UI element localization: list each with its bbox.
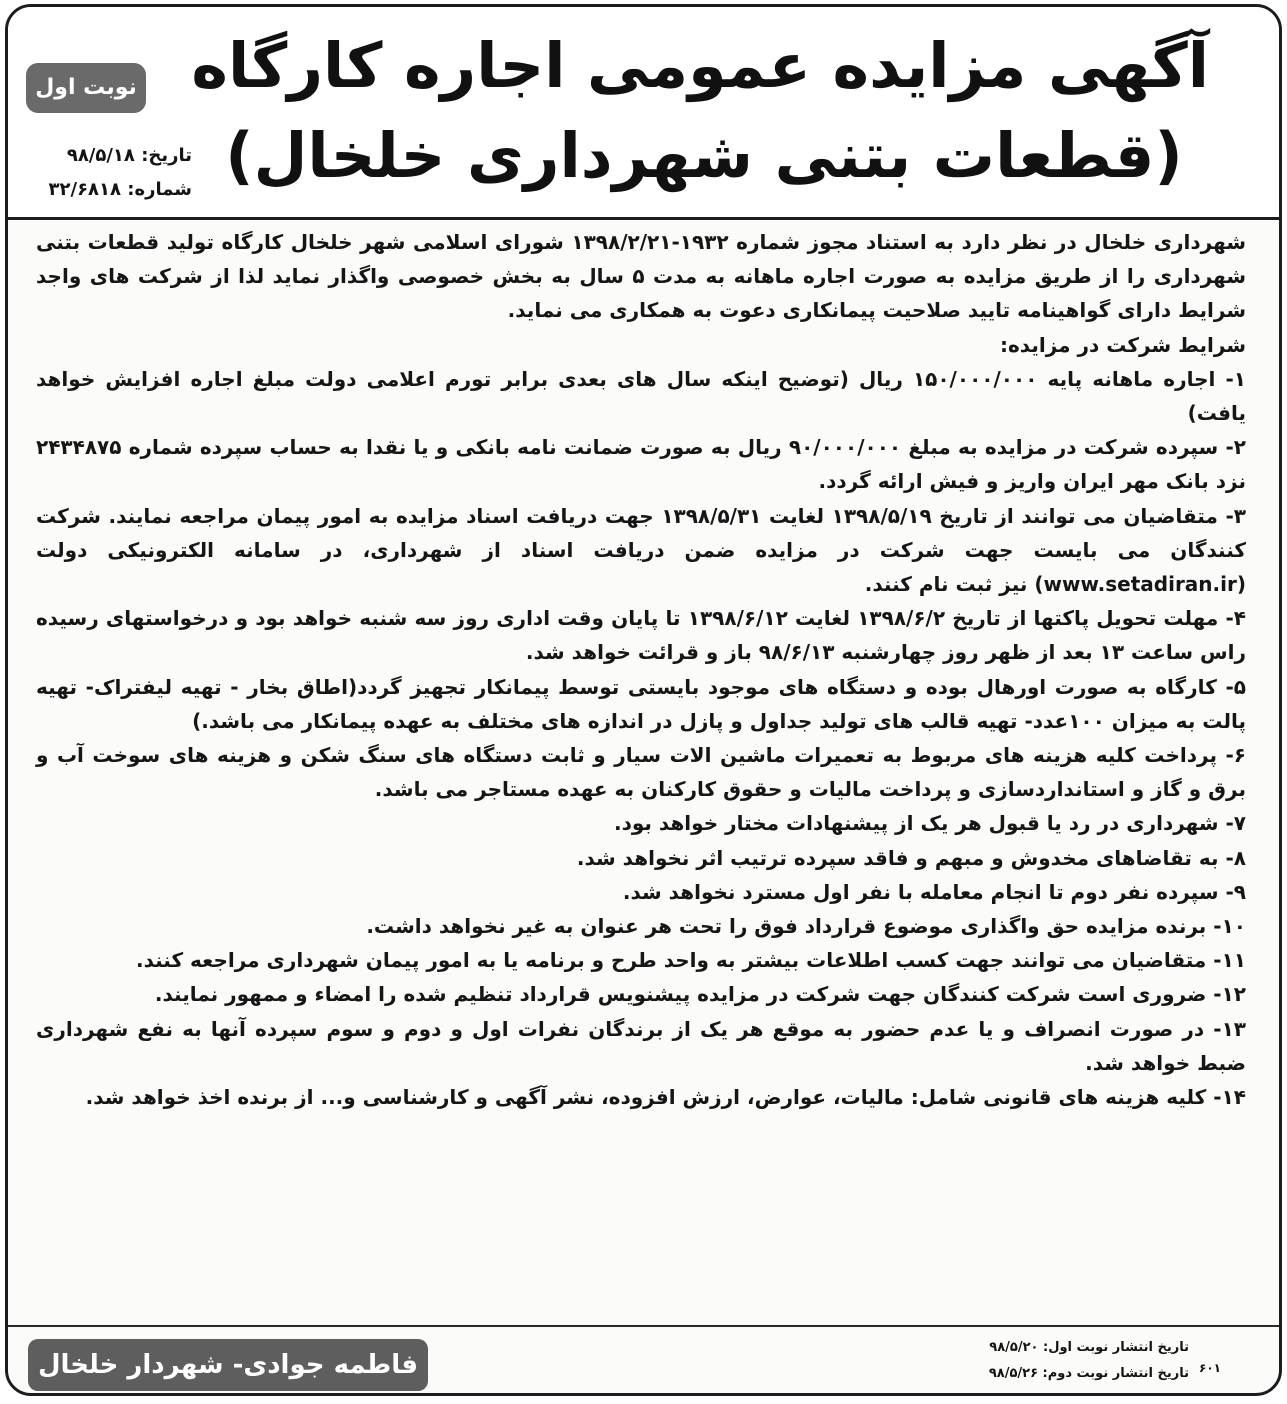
condition-item-9: ۹- سپرده نفر دوم تا انجام معامله با نفر اول مسترد نخواهد شد. [622, 879, 1246, 904]
notice-header [8, 7, 1279, 220]
notice-number: شماره: ۳۲/۶۸۱۸ [48, 179, 192, 200]
condition-item-4: ۴- مهلت تحویل پاکتها از تاریخ ۱۳۹۸/۶/۲ لغایت ۱۳۹۸/۶/۱۲ تا پایان وقت اداری روز سه شنبه خواهد بود و درخواستهای رسیده راس ساعت ۱۳ بعد از ظهر روز چهارشنبه ۹۸/۶/۱۳ باز و قرائت خواهد شد. [36, 606, 1246, 665]
condition-item-10: ۱۰- برنده مزایده حق واگذاری موضوع قرارداد فوق را تحت هر عنوان به غیر نخواهد داشت. [366, 914, 1246, 939]
round-badge: نوبت اول [26, 63, 146, 113]
condition-item-5: ۵- کارگاه به صورت اورهال بوده و دستگاه های موجود بایستی توسط پیمانکار تجهیز گردد(اطاق بخار - تهیه لیفتراک- تهیه پالت به میزان ۱۰۰عدد- تهیه قالب های تولید جداول و پازل در اندازه های مختلف به عهده پیمانکار می باشد.) [36, 674, 1246, 733]
condition-item-11: ۱۱- متقاضیان می توانند جهت کسب اطلاعات بیشتر به واحد طرح و برنامه یا به امور پیمان شهرداری مراجعه کنند. [135, 948, 1246, 973]
notice-date: تاریخ: ۹۸/۵/۱۸ [66, 145, 192, 166]
auction-notice [5, 4, 1282, 1396]
condition-item-14: ۱۴- کلیه هزینه های قانونی شامل: مالیات، عوارض، ارزش افزوده، نشر آگهی و کارشناسی و... از برنده اخذ خواهد شد. [85, 1085, 1246, 1110]
condition-item-8: ۸- به تقاضاهای مخدوش و مبهم و فاقد سپرده ترتیب اثر نخواهد شد. [576, 845, 1246, 870]
notice-title-line-2: (قطعات بتنی شهرداری خلخال) [225, 119, 1183, 192]
condition-item-1: ۱- اجاره ماهانه پایه ۱۵۰/۰۰۰/۰۰۰ ریال (توضیح اینکه سال های بعدی برابر تورم اعلامی دولت مبلغ اجاره افزایش خواهد یافت) [36, 366, 1246, 426]
condition-item-7: ۷- شهرداری در رد یا قبول هر یک از پیشنهادات مختار خواهد بود. [614, 811, 1246, 836]
condition-item-6: ۶- پرداخت کلیه هزینه های مربوط به تعمیرات ماشین الات سیار و ثابت دستگاه های سنگ شکن و هزینه های سوخت آب و برق و گاز و استانداردسازی و پرداخت مالیات و حقوق کارکنان به عهده مستاجر می باشد. [36, 743, 1246, 802]
ad-code: ۶۰۱ [1199, 1361, 1221, 1375]
second-publication-date: تاریخ انتشار نوبت دوم: ۹۸/۵/۲۶ [988, 1366, 1189, 1381]
intro-paragraph: شهرداری خلخال در نظر دارد به استناد مجوز شماره ۱۹۳۲-۱۳۹۸/۲/۲۱ شورای اسلامی شهر خلخال کارگاه تولید قطعات بتنی شهرداری را از طریق مزایده به صورت اجاره ماهانه به مدت ۵ سال به بخش خصوصی واگذار نماید لذا از شرکت های واجد شرایط دارای گواهینامه تایید صلاحیت پیمانکاری دعوت به همکاری می نماید. [36, 230, 1246, 323]
notice-body [36, 225, 1246, 1114]
mayor-signature: فاطمه جوادی- شهردار خلخال [28, 1339, 428, 1391]
condition-item-13: ۱۳- در صورت انصراف و یا عدم حضور به موقع هر یک از برندگان نفرات اول و دوم و سوم سپرده آنها به نفع شهرداری ضبط خواهد شد. [36, 1016, 1246, 1075]
conditions-heading: شرایط شرکت در مزایده: [999, 332, 1246, 357]
condition-item-3: ۳- متقاضیان می توانند از تاریخ ۱۳۹۸/۵/۱۹ لغایت ۱۳۹۸/۵/۳۱ جهت دریافت اسناد مزایده به امور پیمان مراجعه نمایند. شرکت کنندگان می بایست جهت شرکت در مزایده ضمن دریافت اسناد از شهرداری، در سامانه الکترونیکی دولت (www.setadiran.ir) نیز ثبت نام کنند. [36, 503, 1246, 597]
notice-title-line-1: آگهی مزایده عمومی اجاره کارگاه [191, 29, 1209, 102]
condition-item-12: ۱۲- ضروری است شرکت کنندگان جهت شرکت در مزایده پیشنویس قرارداد تنظیم شده را امضاء و ممهور نمایند. [154, 982, 1246, 1007]
condition-item-2: ۲- سپرده شرکت در مزایده به مبلغ ۹۰/۰۰۰/۰۰۰ ریال به صورت ضمانت نامه بانکی و یا نقدا به حساب سپرده شماره ۲۴۳۴۸۷۵ نزد بانک مهر ایران واریز و فیش ارائه گردد. [36, 435, 1246, 494]
first-publication-date: تاریخ انتشار نوبت اول: ۹۸/۵/۲۰ [989, 1340, 1189, 1355]
notice-footer [8, 1325, 1279, 1395]
